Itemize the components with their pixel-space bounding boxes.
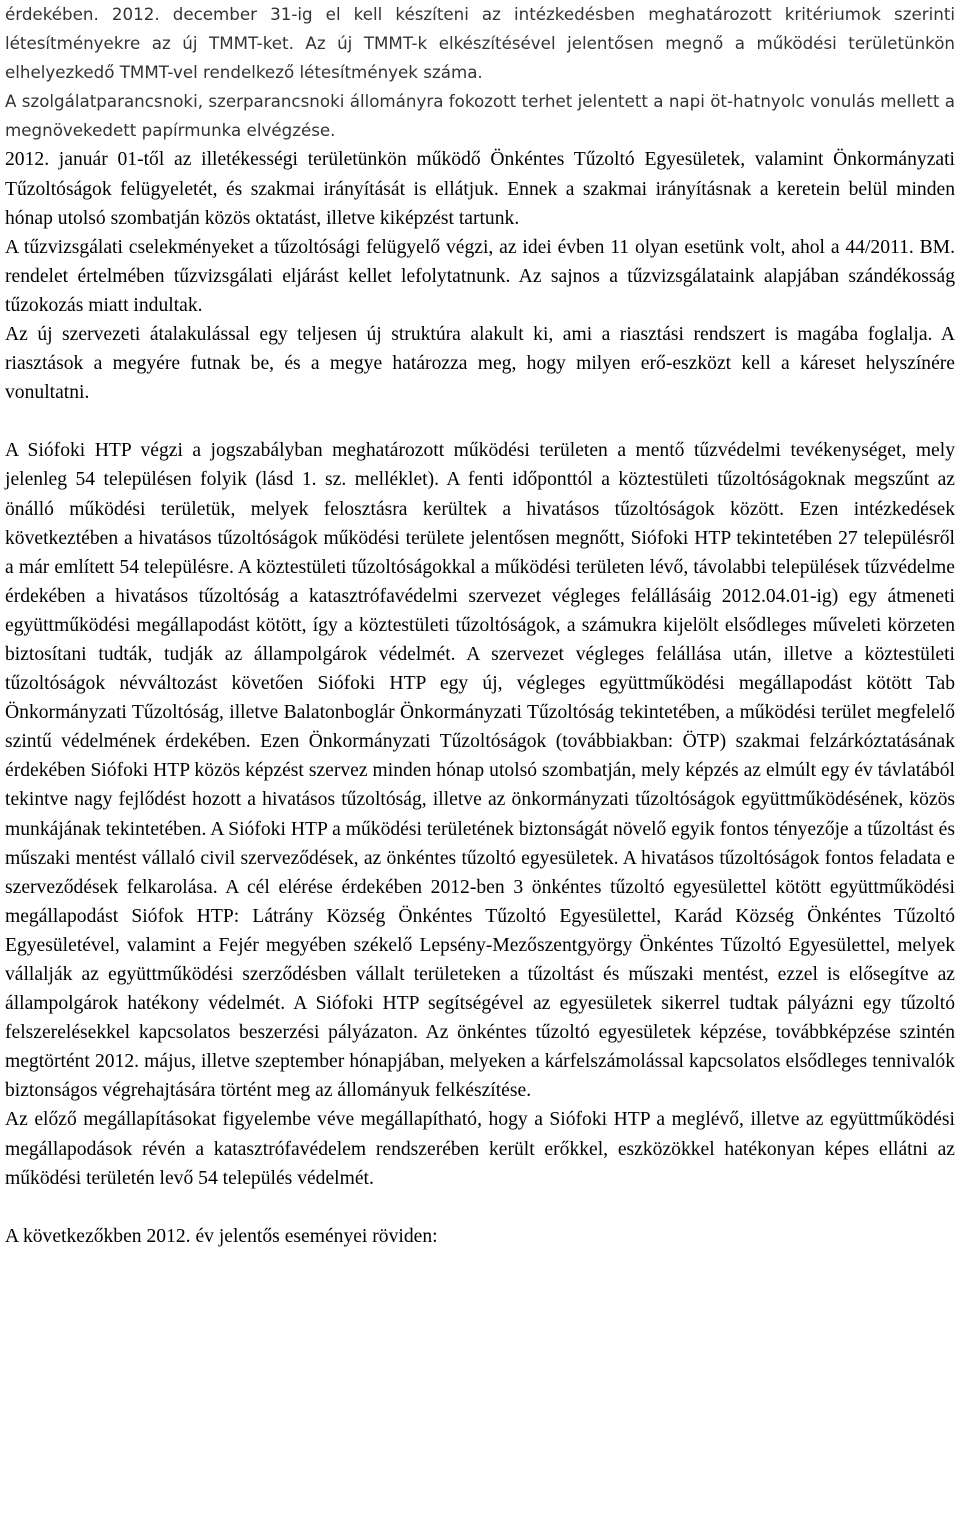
- paragraph-fire-investigation: A tűzvizsgálati cselekményeket a tűzoltósági felügyelő végzi, az idei évben 11 olyan esetünk volt, ahol a 44/2011. BM. rendelet értelmében tűzvizsgálati eljárást kellet lefolytatnunk. Az sajnos a tűzvizsgálataink alapjában szándékosság tűzokozás miatt indultak.: [5, 236, 955, 316]
- paragraph-conclusion: Az előző megállapításokat figyelembe véve megállapítható, hogy a Siófoki HTP a meglévő, illetve az együttműködési megállapodások révén a katasztrófavédelem rendszerében került erőkkel, eszközökkel hatékonyan képes ellátni az működési területén levő 54 település védelmét.: [5, 1109, 955, 1189]
- paragraph-htp-operations: A Siófoki HTP végzi a jogszabályban meghatározott működési területen a mentő tűzvédelmi tevékenységet, mely jelenleg 54 településen folyik (lásd 1. sz. melléklet). A fenti időponttól a köztestületi tűzoltóságoknak megszűnt az önálló működési területük, melyek felosztásra kerültek a hivatásos tűzoltóságok között. Ezen intézkedések következtében a hivatásos tűzoltóságok működési területe jelentősen megnőtt, Siófoki HTP tekintetében 27 településről a már említett 54 településre. A köztestületi tűzoltóságokkal a működési területen lévő, távolabbi települések tűzvédelme érdekében a hivatásos tűzoltóság a katasztrófavédelmi szervezet végleges felállásáig 2012.04.01-ig) egy átmeneti együttműködési megállapodást kötött, így a köztestületi tűzoltóságok, a számukra kijelölt elsődleges műveleti körzeten biztosítani tudták, tudják az állampolgárok védelmét. A szervezet végleges felállása után, illetve a köztestületi tűzoltóságok névváltozást követően Siófoki HTP egy új, végleges együttműködési megállapodást kötött Tab Önkormányzati Tűzoltóság, illetve Balatonboglár Önkormányzati Tűzoltóság tekintetében, a működési terület megfelelő szintű védelmének érdekében. Ezen Önkormányzati Tűzoltóságok (továbbiakban: ÖTP) szakmai felzárkóztatásának érdekében Siófoki HTP közös képzést szervez minden hónap utolsó szombatján, mely képzés az elmúlt egy év távlatából tekintve nagy fejlődést hozott a hivatásos tűzoltóság, illetve az önkormányzati tűzoltóságok együttműködésének, közös munkájának tekintetében. A Siófoki HTP a működési területének biztonságát növelő egyik fontos tényezője a tűzoltást és műszaki mentést vállaló civil szerveződések, az önkéntes tűzoltó egyesületek. A hivatásos tűzoltóságok fontos feladata e szerveződések felkarolása. A cél elérése érdekében 2012-ben 3 önkéntes tűzoltó egyesülettel kötött együttműködési megállapodást Siófok HTP: Látrány Község Önkéntes Tűzoltó Egyesülettel, Karád Község Önkéntes Tűzoltó Egyesületével, valamint a Fejér megyében székelő Lepsény-Mezőszentgyörgy Önkéntes Tűzoltó Egyesülettel, melyek vállalják az együttműködési szerződésben vállalt területeken a tűzoltást és műszaki mentést, ezzel is elősegítve az állampolgárok hatékony védelmét. A Siófoki HTP segítségével az egyesületek sikerrel tudtak pályázni egy tűzoltó felszerelésekkel kapcsolatos beszerzési pályázaton. Az önkéntes tűzoltó egyesületek képzése, továbbképzése szintén megtörtént 2012. május, illetve szeptember hónapjában, melyeken a kárfelszámolással kapcsolatos elsődleges tennivalók biztonságos végrehajtására történt meg az állományuk felkészítése.: [5, 440, 955, 1102]
- paragraph-spacer: [5, 407, 955, 436]
- document-page: [5, 0, 955, 1251]
- paragraph-shift-commanders: A szolgálatparancsnoki, szerparancsnoki állományra fokozott terhet jelentett a napi öt-hatnyolc vonulás mellett a megnövekedett papírmunka elvégzése.: [5, 91, 955, 141]
- paragraph-volunteer-supervision: 2012. január 01-től az illetékességi területünkön működő Önkéntes Tűzoltó Egyesületek, valamint Önkormányzati Tűzoltóságok felügyeletét, és szakmai irányítását is ellátjuk. Ennek a szakmai irányításnak a keretein belül minden hónap utolsó szombatján közös oktatást, illetve kiképzést tartunk.: [5, 149, 955, 229]
- paragraph-tmmt: érdekében. 2012. december 31-ig el kell készíteni az intézkedésben meghatározott kritériumok szerinti létesítményekre az új TMMT-ket. Az új TMMT-k elkészítésével jelentősen megnő a működési területünkön elhelyezkedő TMMT-vel rendelkező létesítmények száma.: [5, 4, 955, 83]
- paragraph-spacer: [5, 1193, 955, 1222]
- paragraph-events-heading: A következőkben 2012. év jelentős eseményei röviden:: [5, 1225, 438, 1247]
- paragraph-alarm-system: Az új szervezeti átalakulással egy teljesen új struktúra alakult ki, ami a riasztási rendszert is magába foglalja. A riasztások a megyére futnak be, és a megye határozza meg, hogy milyen erő-eszközt kell a káreset helyszínére vonultatni.: [5, 324, 955, 404]
